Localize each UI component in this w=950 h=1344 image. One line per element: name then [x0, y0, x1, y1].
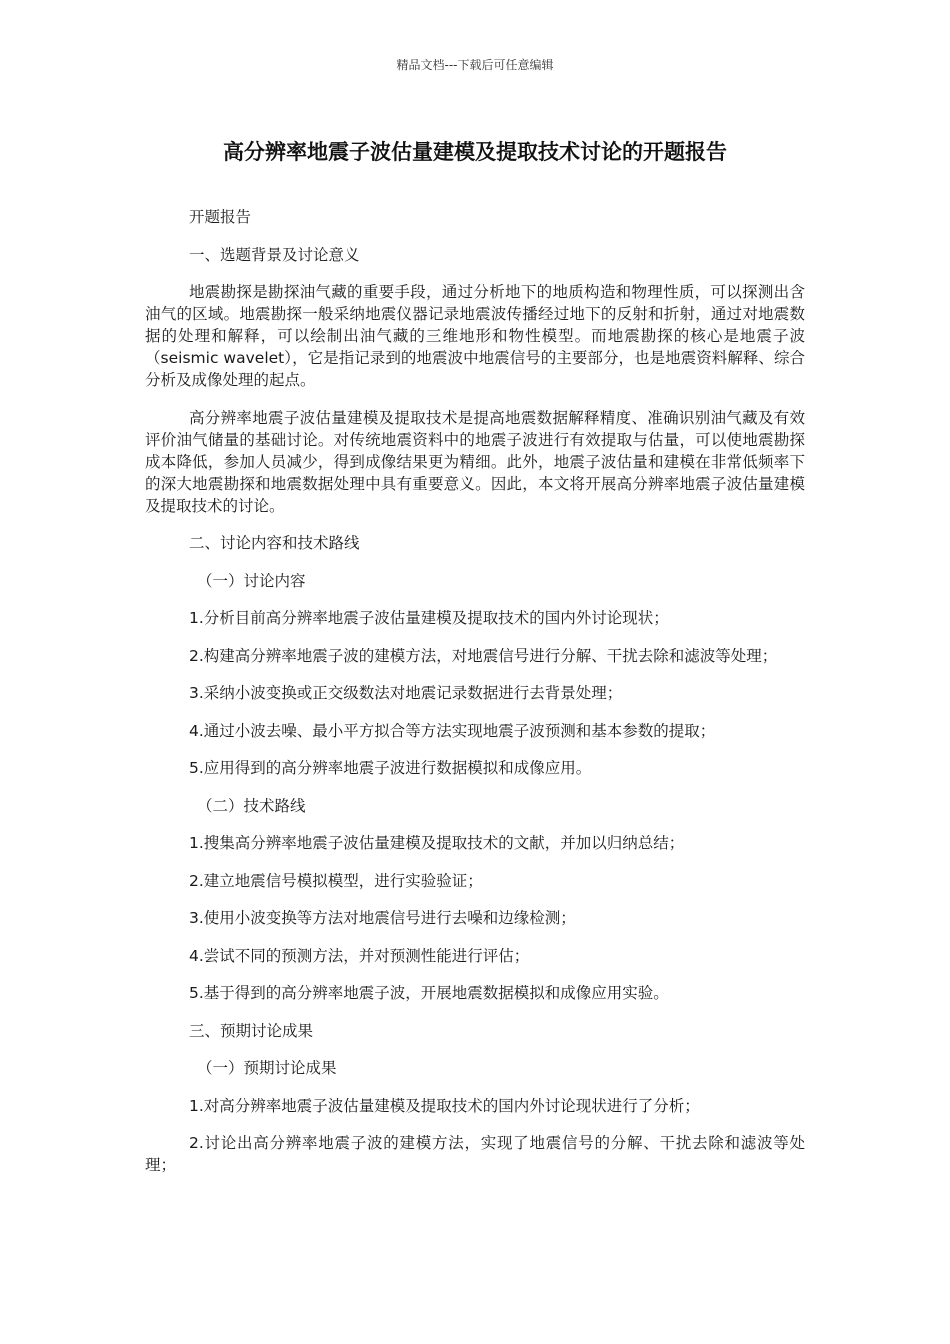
list-item: 3.采纳小波变换或正交级数法对地震记录数据进行去背景处理；	[189, 684, 623, 702]
intro-label: 开题报告	[189, 208, 252, 226]
list-item: 2.讨论出高分辨率地震子波的建模方法，实现了地震信号的分解、干扰去除和滤波等处理；	[145, 1134, 805, 1174]
list-item: 2.构建高分辨率地震子波的建模方法，对地震信号进行分解、干扰去除和滤波等处理；	[189, 646, 778, 665]
list-item: 5.基于得到的高分辨率地震子波，开展地震数据模拟和成像应用实验。	[189, 984, 669, 1002]
document-title: 高分辨率地震子波估量建模及提取技术讨论的开题报告	[223, 140, 727, 164]
list-item: 4.尝试不同的预测方法，并对预测性能进行评估；	[189, 946, 530, 965]
list-item: 3.使用小波变换等方法对地震信号进行去噪和边缘检测；	[189, 909, 576, 927]
section-1-paragraph-2: 高分辨率地震子波估量建模及提取技术是提高地震数据解释精度、准确识别油气藏及有效评价油气储量的基础讨论。对传统地震资料中的地震子波进行有效提取与估量，可以使地震勘探成本降低，参加人员减少，得到成像结果更为精细。此外，地震子波估量和建模在非常低频率下的深大地震勘探和地震数据处理中具有重要意义。因此，本文将开展高分辨率地震子波估量建模及提取技术的讨论。	[145, 408, 805, 515]
section-1-heading: 一、选题背景及讨论意义	[189, 245, 360, 264]
list-item: 1.分析目前高分辨率地震子波估量建模及提取技术的国内外讨论现状；	[189, 609, 669, 627]
list-item: 2.建立地震信号模拟模型，进行实验验证；	[189, 871, 483, 890]
document-body	[145, 206, 805, 1192]
list-item: 5.应用得到的高分辨率地震子波进行数据模拟和成像应用。	[189, 759, 592, 777]
list-item: 1.对高分辨率地震子波估量建模及提取技术的国内外讨论现状进行了分析；	[189, 1096, 700, 1115]
section-2-sub-2-heading: （二）技术路线	[197, 796, 306, 815]
list-item: 1.搜集高分辨率地震子波估量建模及提取技术的文献，并加以归纳总结；	[189, 834, 685, 852]
list-item: 4.通过小波去噪、最小平方拟合等方法实现地震子波预测和基本参数的提取；	[189, 721, 716, 740]
section-2-sub-1-heading: （一）讨论内容	[197, 571, 306, 590]
section-3-sub-1-heading: （一）预期讨论成果	[197, 1059, 337, 1077]
section-1-paragraph-1: 地震勘探是勘探油气藏的重要手段，通过分析地下的地质构造和物理性质，可以探测出含油气的区域。地震勘探一般采纳地震仪器记录地震波传播经过地下的反射和折射，通过对地震数据的处理和解释，可以绘制出油气藏的三维地形和物性模型。而地震勘探的核心是地震子波（seismic wavelet），它是指记录到的地震波中地震信号的主要部分，也是地震资料解释、综合分析及成像处理的起点。	[145, 283, 805, 389]
section-3-heading: 三、预期讨论成果	[189, 1021, 314, 1040]
section-2-heading: 二、讨论内容和技术路线	[189, 534, 360, 552]
page-header-watermark: 精品文档---下载后可任意编辑	[396, 58, 554, 72]
